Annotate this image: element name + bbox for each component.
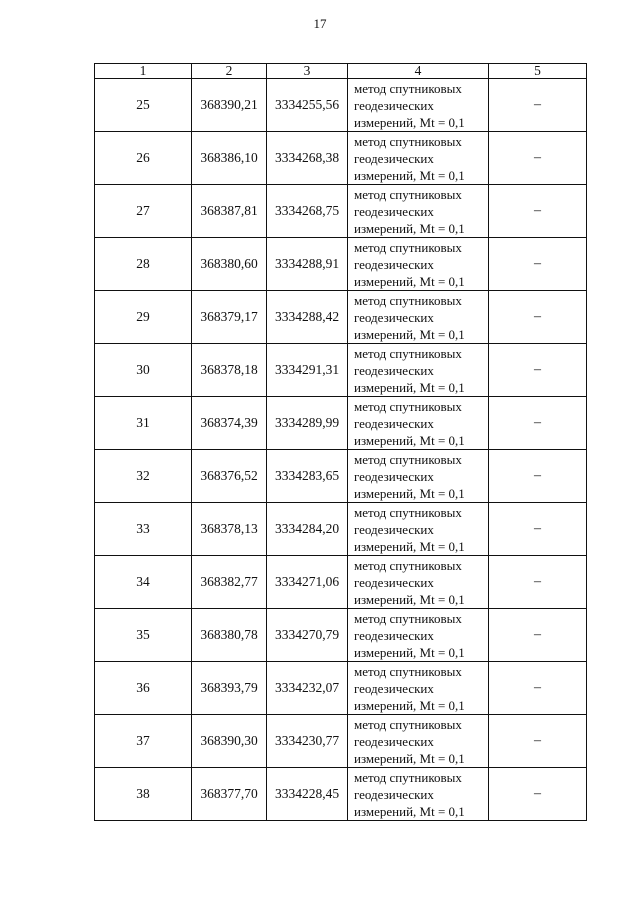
method-line: измерений, Mt = 0,1 <box>354 167 465 183</box>
header-col-1: 1 <box>95 64 192 79</box>
method-line: геодезических <box>354 97 434 113</box>
header-row <box>95 64 587 79</box>
column-5-cell: – <box>489 79 587 132</box>
method-cell <box>348 450 489 503</box>
method-line: метод спутниковых <box>354 292 462 308</box>
table-row <box>95 715 587 768</box>
y-coordinate-cell: 3334268,38 <box>267 132 348 185</box>
point-number-cell: 30 <box>95 344 192 397</box>
method-line: измерений, Mt = 0,1 <box>354 538 465 554</box>
x-coordinate-cell: 368393,79 <box>192 662 267 715</box>
point-number-cell: 34 <box>95 556 192 609</box>
method-cell <box>348 238 489 291</box>
method-line: метод спутниковых <box>354 716 462 732</box>
table-row <box>95 291 587 344</box>
table-header <box>95 64 587 79</box>
point-number-cell: 33 <box>95 503 192 556</box>
y-coordinate-cell: 3334228,45 <box>267 768 348 821</box>
header-col-5: 5 <box>489 64 587 79</box>
point-number-cell: 37 <box>95 715 192 768</box>
point-number-cell: 28 <box>95 238 192 291</box>
method-line: измерений, Mt = 0,1 <box>354 697 465 713</box>
x-coordinate-cell: 368379,17 <box>192 291 267 344</box>
y-coordinate-cell: 3334288,42 <box>267 291 348 344</box>
method-line: измерений, Mt = 0,1 <box>354 220 465 236</box>
method-line: метод спутниковых <box>354 504 462 520</box>
x-coordinate-cell: 368378,18 <box>192 344 267 397</box>
method-line: метод спутниковых <box>354 663 462 679</box>
method-line: геодезических <box>354 786 434 802</box>
y-coordinate-cell: 3334255,56 <box>267 79 348 132</box>
x-coordinate-cell: 368390,30 <box>192 715 267 768</box>
method-line: метод спутниковых <box>354 769 462 785</box>
method-cell <box>348 185 489 238</box>
table-row <box>95 662 587 715</box>
method-line: метод спутниковых <box>354 133 462 149</box>
column-5-cell: – <box>489 291 587 344</box>
column-5-cell: – <box>489 344 587 397</box>
method-line: геодезических <box>354 309 434 325</box>
y-coordinate-cell: 3334270,79 <box>267 609 348 662</box>
x-coordinate-cell: 368380,60 <box>192 238 267 291</box>
table-row <box>95 768 587 821</box>
y-coordinate-cell: 3334283,65 <box>267 450 348 503</box>
method-line: измерений, Mt = 0,1 <box>354 114 465 130</box>
point-number-cell: 35 <box>95 609 192 662</box>
method-line: метод спутниковых <box>354 398 462 414</box>
x-coordinate-cell: 368380,78 <box>192 609 267 662</box>
x-coordinate-cell: 368390,21 <box>192 79 267 132</box>
method-line: геодезических <box>354 415 434 431</box>
method-cell <box>348 609 489 662</box>
method-line: измерений, Mt = 0,1 <box>354 644 465 660</box>
x-coordinate-cell: 368378,13 <box>192 503 267 556</box>
table-row <box>95 238 587 291</box>
method-line: измерений, Mt = 0,1 <box>354 750 465 766</box>
method-line: геодезических <box>354 521 434 537</box>
table-row <box>95 503 587 556</box>
point-number-cell: 27 <box>95 185 192 238</box>
point-number-cell: 26 <box>95 132 192 185</box>
y-coordinate-cell: 3334289,99 <box>267 397 348 450</box>
table-row <box>95 397 587 450</box>
y-coordinate-cell: 3334271,06 <box>267 556 348 609</box>
table-row <box>95 132 587 185</box>
column-5-cell: – <box>489 556 587 609</box>
column-5-cell: – <box>489 450 587 503</box>
column-5-cell: – <box>489 132 587 185</box>
x-coordinate-cell: 368374,39 <box>192 397 267 450</box>
method-line: геодезических <box>354 468 434 484</box>
method-line: геодезических <box>354 362 434 378</box>
method-line: метод спутниковых <box>354 345 462 361</box>
y-coordinate-cell: 3334288,91 <box>267 238 348 291</box>
point-number-cell: 25 <box>95 79 192 132</box>
method-line: геодезических <box>354 574 434 590</box>
method-line: измерений, Mt = 0,1 <box>354 485 465 501</box>
table-row <box>95 556 587 609</box>
method-cell <box>348 503 489 556</box>
method-line: геодезических <box>354 733 434 749</box>
method-cell <box>348 768 489 821</box>
method-line: геодезических <box>354 150 434 166</box>
method-line: метод спутниковых <box>354 80 462 96</box>
method-line: измерений, Mt = 0,1 <box>354 379 465 395</box>
y-coordinate-cell: 3334232,07 <box>267 662 348 715</box>
method-line: измерений, Mt = 0,1 <box>354 591 465 607</box>
x-coordinate-cell: 368386,10 <box>192 132 267 185</box>
point-number-cell: 29 <box>95 291 192 344</box>
method-cell <box>348 715 489 768</box>
method-line: измерений, Mt = 0,1 <box>354 273 465 289</box>
method-cell <box>348 79 489 132</box>
table-row <box>95 185 587 238</box>
method-line: геодезических <box>354 680 434 696</box>
y-coordinate-cell: 3334230,77 <box>267 715 348 768</box>
page-number: 17 <box>313 16 327 31</box>
column-5-cell: – <box>489 715 587 768</box>
column-5-cell: – <box>489 238 587 291</box>
method-cell <box>348 344 489 397</box>
method-cell <box>348 556 489 609</box>
method-cell <box>348 662 489 715</box>
point-number-cell: 36 <box>95 662 192 715</box>
y-coordinate-cell: 3334291,31 <box>267 344 348 397</box>
column-5-cell: – <box>489 662 587 715</box>
point-number-cell: 31 <box>95 397 192 450</box>
method-cell <box>348 132 489 185</box>
x-coordinate-cell: 368382,77 <box>192 556 267 609</box>
column-5-cell: – <box>489 609 587 662</box>
x-coordinate-cell: 368377,70 <box>192 768 267 821</box>
point-number-cell: 38 <box>95 768 192 821</box>
method-line: геодезических <box>354 627 434 643</box>
header-col-2: 2 <box>192 64 267 79</box>
method-line: измерений, Mt = 0,1 <box>354 432 465 448</box>
method-line: метод спутниковых <box>354 239 462 255</box>
method-line: метод спутниковых <box>354 610 462 626</box>
table-row <box>95 344 587 397</box>
method-line: метод спутниковых <box>354 451 462 467</box>
x-coordinate-cell: 368376,52 <box>192 450 267 503</box>
column-5-cell: – <box>489 185 587 238</box>
method-line: метод спутниковых <box>354 557 462 573</box>
method-cell <box>348 291 489 344</box>
method-line: метод спутниковых <box>354 186 462 202</box>
method-line: измерений, Mt = 0,1 <box>354 326 465 342</box>
column-5-cell: – <box>489 768 587 821</box>
column-5-cell: – <box>489 503 587 556</box>
column-5-cell: – <box>489 397 587 450</box>
method-line: геодезических <box>354 256 434 272</box>
point-number-cell: 32 <box>95 450 192 503</box>
coordinates-table <box>94 63 587 821</box>
header-col-3: 3 <box>267 64 348 79</box>
method-cell <box>348 397 489 450</box>
table-row <box>95 450 587 503</box>
table-body <box>95 79 587 821</box>
table-row <box>95 609 587 662</box>
header-col-4: 4 <box>348 64 489 79</box>
table-row <box>95 79 587 132</box>
method-line: геодезических <box>354 203 434 219</box>
y-coordinate-cell: 3334284,20 <box>267 503 348 556</box>
method-line: измерений, Mt = 0,1 <box>354 803 465 819</box>
y-coordinate-cell: 3334268,75 <box>267 185 348 238</box>
x-coordinate-cell: 368387,81 <box>192 185 267 238</box>
